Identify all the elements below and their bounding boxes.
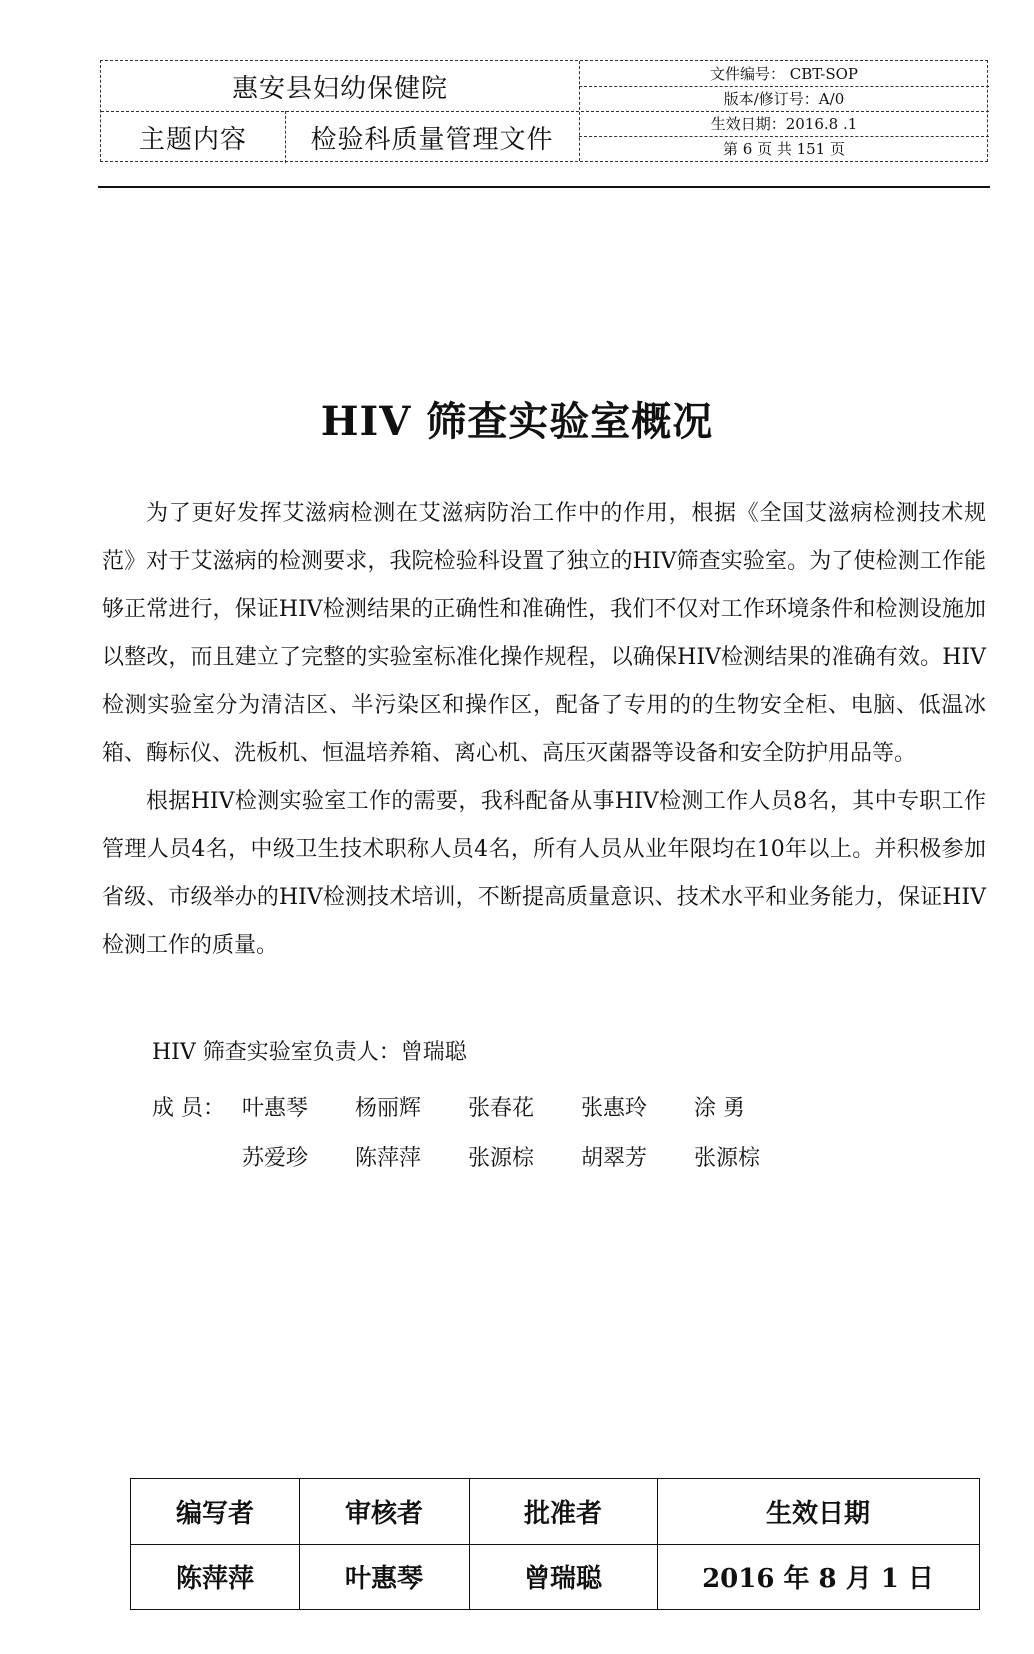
hospital-name: 惠安县妇幼保健院 xyxy=(231,73,448,104)
approver-name: 曾瑞聪 xyxy=(523,1564,602,1594)
reviewer-name: 叶惠琴 xyxy=(344,1564,423,1594)
paragraph: 为了更好发挥艾滋病检测在艾滋病防治工作中的作用，根据《全国艾滋病检测技术规范》对于艾滋病的检测要求，我院检验科设置了独立的HIV筛查实验室。为了使检测工作能够正常进行，保证HIV检测结果的正确性和准确性，我们不仅对工作环境条件和检测设施加以整改，而且建立了完整的实验室标准化操作规程，以确保HIV检测结果的准确有效。HIV检测实验室分为清洁区、半污染区和操作区，配备了专用的的生物安全柜、电脑、低温冰箱、酶标仪、洗板机、恒温培养箱、离心机、高压灭菌器等设备和安全防护用品等。 xyxy=(102,501,986,766)
member-row xyxy=(152,1134,807,1184)
header-effective-date: 生效日期 xyxy=(765,1499,870,1529)
member-name: 苏爱珍 xyxy=(242,1146,309,1171)
doc-number: 文件编号： CBT-SOP xyxy=(709,65,859,83)
body-text xyxy=(102,490,986,970)
member-name: 张源棕 xyxy=(468,1146,535,1171)
page-title: HIV 筛查实验室概况 xyxy=(320,398,714,445)
effective-date: 生效日期：2016.8 .1 xyxy=(710,115,858,133)
effective-date-value: 2016 年 8 月 1 日 xyxy=(702,1564,934,1594)
member-row xyxy=(152,1084,807,1134)
member-name: 涂 勇 xyxy=(694,1096,745,1121)
member-label-spacer xyxy=(152,1134,242,1184)
header-reviewer: 审核者 xyxy=(344,1499,423,1529)
member-name: 杨丽辉 xyxy=(355,1096,422,1121)
member-name: 胡翠芳 xyxy=(581,1146,648,1171)
responsible-person: HIV 筛查实验室负责人：曾瑞聪 xyxy=(152,1040,467,1065)
version-number: 版本/修订号：A/0 xyxy=(723,90,845,108)
member-list xyxy=(152,1084,807,1184)
author-name: 陈萍萍 xyxy=(175,1564,254,1594)
header-approver: 批准者 xyxy=(523,1499,602,1529)
page-number: 第 6 页 共 151 页 xyxy=(722,140,845,158)
header-author: 编写者 xyxy=(175,1499,254,1529)
signature-table xyxy=(130,1478,980,1610)
header-rule xyxy=(98,186,990,188)
document-header xyxy=(100,60,988,162)
paragraph: 根据HIV检测实验室工作的需要，我科配备从事HIV检测工作人员8名，其中专职工作管理人员4名，中级卫生技术职称人员4名，所有人员从业年限均在10年以上。并积极参加省级、市级举办的HIV检测技术培训，不断提高质量意识、技术水平和业务能力，保证HIV检测工作的质量。 xyxy=(102,789,986,958)
member-name: 张惠玲 xyxy=(581,1096,648,1121)
subject-label: 主题内容 xyxy=(138,124,247,155)
member-label: 成 员： xyxy=(152,1096,225,1121)
member-name: 张源棕 xyxy=(694,1146,761,1171)
member-name: 陈萍萍 xyxy=(355,1146,422,1171)
subject-value: 检验科质量管理文件 xyxy=(310,124,554,155)
member-name: 张春花 xyxy=(468,1096,535,1121)
member-name: 叶惠琴 xyxy=(242,1096,309,1121)
